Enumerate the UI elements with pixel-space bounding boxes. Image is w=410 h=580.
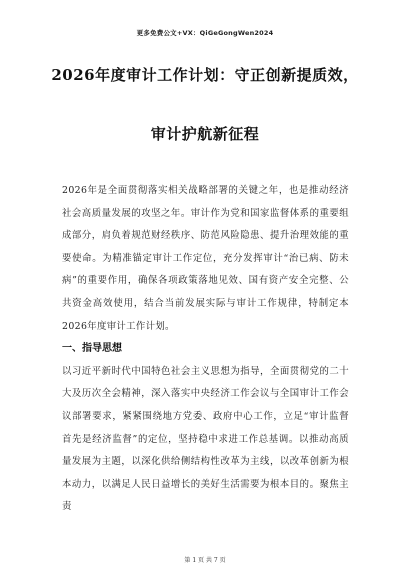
- intro-paragraph: 2026年是全面贯彻落实相关战略部署的关键之年，也是推动经济社会高质量发展的攻坚之年。审计作为党和国家监督体系的重要组成部分，肩负着规范财经秩序、防范风险隐患、提升治理效能的重要使命。为精准锚定审计工作定位，充分发挥审计“治已病、防未病”的重要作用，确保各项政策落地见效、国有资产安全完整、公共资金高效使用，结合当前发展实际与审计工作规律，特制定本2026年度审计工作计划。: [62, 185, 349, 332]
- page-footer: 第 1 页 共 7 页: [184, 557, 226, 564]
- document-body: [62, 180, 349, 519]
- section-paragraph-guiding-ideology: 以习近平新时代中国特色社会主义思想为指导，全面贯彻党的二十大及历次全会精神，深入落实中央经济工作会议与全国审计工作会议部署要求，紧紧围绕地方党委、政府中心工作，立足“审计监督首先是经济监督”的定位，坚持稳中求进工作总基调。以推动高质量发展为主题，以深化供给侧结构性改革为主线，以改革创新为根本动力，以满足人民日益增长的美好生活需要为根本目的。聚焦主责: [62, 365, 349, 513]
- document-title-line-1: 2026年度审计工作计划：守正创新提质效，: [51, 66, 359, 84]
- document-title-line-2: 审计护航新征程: [150, 125, 260, 143]
- section-heading-guiding-ideology: 一、指导思想: [62, 343, 122, 355]
- page-header: 更多免费公文+VX：QiGeGongWen2024: [136, 29, 274, 37]
